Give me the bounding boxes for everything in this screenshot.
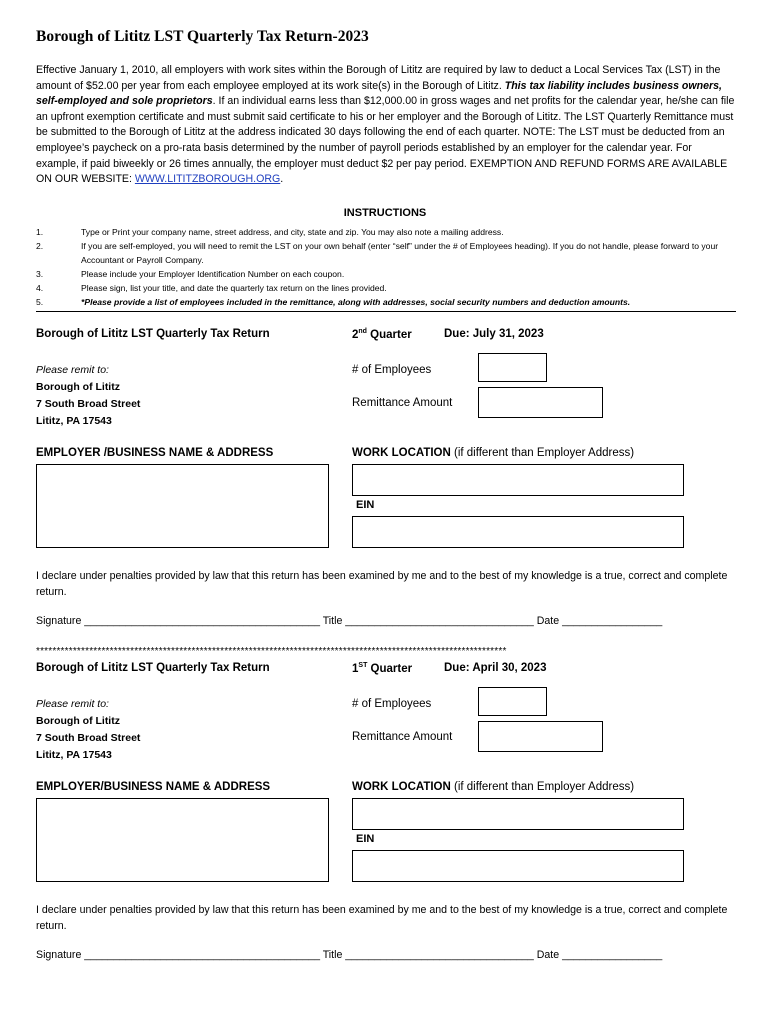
employees-label: # of Employees	[352, 364, 432, 376]
quarter-label	[352, 328, 412, 341]
instruction-item	[36, 281, 736, 295]
address-line: Lititz, PA 17543	[36, 415, 112, 427]
ein-input[interactable]	[352, 516, 684, 548]
work-location-note: (if different than Employer Address)	[450, 781, 635, 793]
intro-emphasis: This tax liability includes business owners, self-employed and sole proprietors	[36, 79, 722, 108]
ein-input[interactable]	[352, 850, 684, 882]
address-line: 7 South Broad Street	[36, 398, 141, 410]
remittance-input[interactable]	[478, 387, 603, 418]
employer-address-input[interactable]	[36, 464, 329, 548]
declaration-text: I declare under penalties provided by law that this return has been examined by me and to the best of my knowledge is a true, correct and complete return.	[36, 904, 728, 932]
instruction-text: Please include your Employer Identification Number on each coupon.	[81, 269, 345, 279]
website-link[interactable]: WWW.LITITZBOROUGH.ORG	[134, 173, 281, 186]
remit-address	[36, 713, 140, 764]
page-title: Borough of Lititz LST Quarterly Tax Return-2023	[36, 28, 369, 45]
quarter-suffix: ST	[358, 662, 368, 669]
declaration-text: I declare under penalties provided by law that this return has been examined by me and to the best of my knowledge is a true, correct and complete return.	[36, 570, 728, 598]
address-line: Lititz, PA 17543	[36, 749, 112, 761]
work-location-input[interactable]	[352, 798, 684, 830]
instruction-text: Type or Print your company name, street address, and city, state and zip. You may also note a mailing address.	[81, 227, 504, 237]
ein-label: EIN	[356, 499, 375, 511]
address-line: 7 South Broad Street	[36, 732, 141, 744]
intro-text-1: Effective January 1, 2010, all employers with work sites within the Borough of Lititz are required by law to deduct a Local Services Tax (LST) in the amount of $52.00 per year from each employee employed at its work site(s) in the Borough of Lititz.	[36, 64, 721, 92]
signature-line[interactable]: Signature ________________________________________ Title ________________________________ Date _________________	[36, 949, 663, 961]
quarter-label	[352, 662, 412, 675]
work-location-input[interactable]	[352, 464, 684, 496]
work-location-label	[352, 447, 634, 459]
coupon-title: Borough of Lititz LST Quarterly Tax Return	[36, 662, 270, 674]
remittance-label: Remittance Amount	[352, 397, 453, 409]
instruction-number: 1.	[36, 227, 44, 237]
instruction-text: *Please provide a list of employees included in the remittance, along with addresses, social security numbers and deduction amounts.	[81, 297, 631, 307]
work-location-note: (if different than Employer Address)	[450, 447, 635, 459]
instructions-list	[36, 225, 736, 309]
coupon-title: Borough of Lititz LST Quarterly Tax Return	[36, 328, 270, 340]
instruction-item	[36, 295, 736, 309]
address-line: Borough of Lititz	[36, 381, 120, 393]
employer-address-input[interactable]	[36, 798, 329, 882]
instruction-text: If you are self-employed, you will need to remit the LST on your own behalf (enter “self” under the # of Employees heading). If you do not handle, please forward to your Accountant or Payroll Company.	[81, 241, 719, 265]
instruction-number: 3.	[36, 269, 44, 279]
intro-text-2: . If an individual earns less than $12,000.00 in gross wages and net profits for the calendar year, he/she can file an upfront exemption certificate and must submit said certificate to his or her employer and the Borough of Lititz. The LST Quarterly Remittance must be submitted to the Borough of Lititz at the address indicated 30 days following the end of each quarter. NOTE: The LST must be deducted from an employee’s paycheck on a pro-rata basis determined by the number of payroll periods established by an employer for the calendar year. For example, if paid biweekly or 26 times annually, the employer must deduct $2 per pay period. EXEMPTION AND REFUND FORMS ARE AVAILABLE ON OUR WEBSITE:	[36, 95, 735, 186]
header-divider	[36, 311, 736, 312]
remittance-input[interactable]	[478, 721, 603, 752]
instruction-number: 5.	[36, 297, 44, 307]
employer-label: EMPLOYER/BUSINESS NAME & ADDRESS	[36, 781, 271, 793]
quarter-word: Quarter	[367, 662, 413, 675]
remittance-label: Remittance Amount	[352, 731, 453, 743]
intro-text-3: .	[280, 173, 284, 186]
instruction-item	[36, 239, 736, 267]
employees-label: # of Employees	[352, 698, 432, 710]
due-date: Due: July 31, 2023	[444, 328, 544, 340]
address-line: Borough of Lititz	[36, 715, 120, 727]
quarter-number: 1	[352, 662, 359, 675]
instructions-heading: INSTRUCTIONS	[343, 207, 427, 219]
remit-label: Please remit to:	[36, 698, 109, 710]
quarter-suffix: nd	[358, 328, 367, 335]
remit-address	[36, 379, 140, 430]
instruction-item	[36, 267, 736, 281]
remit-label: Please remit to:	[36, 364, 109, 376]
quarter-number: 2	[352, 328, 359, 341]
instruction-number: 2.	[36, 241, 44, 251]
due-date: Due: April 30, 2023	[444, 662, 547, 674]
signature-line[interactable]: Signature ________________________________________ Title ________________________________ Date _________________	[36, 615, 663, 627]
employer-label: EMPLOYER /BUSINESS NAME & ADDRESS	[36, 447, 274, 459]
instruction-number: 4.	[36, 283, 44, 293]
employees-input[interactable]	[478, 687, 547, 716]
employees-input[interactable]	[478, 353, 547, 382]
work-location-label	[352, 781, 634, 793]
intro-paragraph	[36, 63, 736, 188]
work-location-title: WORK LOCATION	[352, 447, 451, 459]
quarter-word: Quarter	[366, 328, 412, 341]
separator-stars: *******************************************************************************************************************	[36, 646, 507, 657]
ein-label: EIN	[356, 833, 375, 845]
instruction-item	[36, 225, 736, 239]
work-location-title: WORK LOCATION	[352, 781, 451, 793]
instruction-text: Please sign, list your title, and date the quarterly tax return on the lines provided.	[81, 283, 387, 293]
